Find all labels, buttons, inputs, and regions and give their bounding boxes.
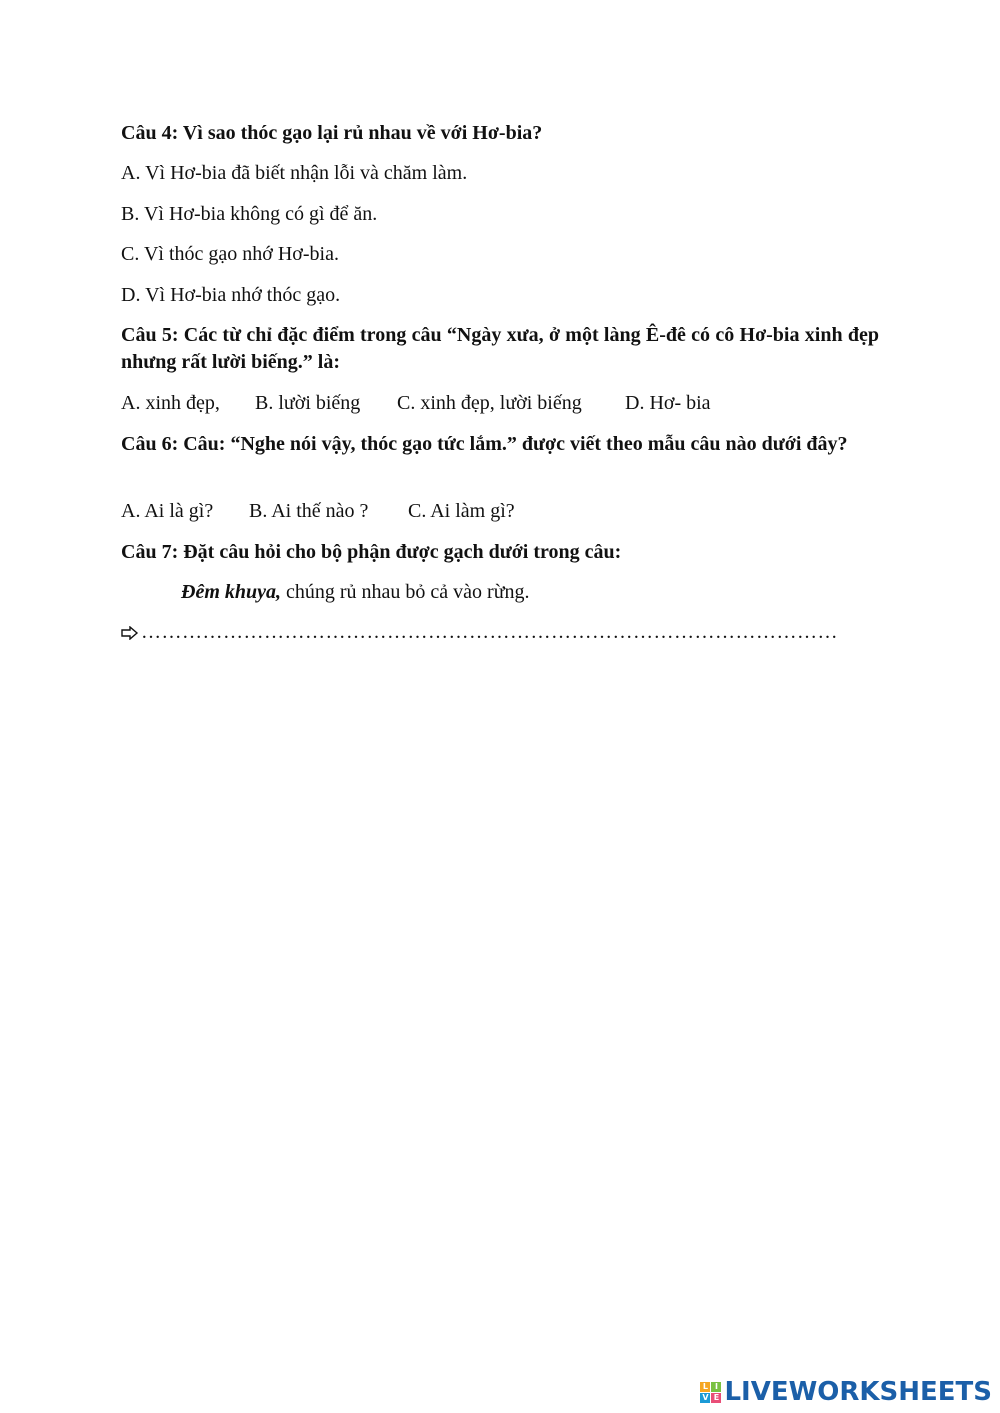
answer-dots[interactable]: ………………………………………………………………………………………… xyxy=(141,621,838,643)
question-6: Câu 6: Câu: “Nghe nói vậy, thóc gạo tức lắm.” được viết theo mẫu câu nào dưới đây? xyxy=(121,433,848,455)
question-5-option-c[interactable]: C. xinh đẹp, lười biếng xyxy=(397,392,582,414)
question-7-sentence xyxy=(181,579,530,606)
question-6-options xyxy=(121,498,515,525)
question-5: Câu 5: Các từ chỉ đặc điểm trong câu “Ngày xưa, ở một làng Ê-đê có cô Hơ-bia xinh đẹp nhưng rất lười biếng.” là: xyxy=(121,324,879,373)
question-4: Câu 4: Vì sao thóc gạo lại rủ nhau về với Hơ-bia? xyxy=(121,122,543,144)
question-5-option-b[interactable]: B. lười biếng xyxy=(255,392,361,414)
liveworksheets-logo-icon xyxy=(700,1382,721,1403)
question-5-options xyxy=(121,390,711,417)
question-7-underlined-part: Đêm khuya, xyxy=(181,581,281,603)
logo-letter-l: L xyxy=(700,1382,710,1392)
logo-letter-v: V xyxy=(702,1392,709,1402)
question-4-option-b[interactable]: B. Vì Hơ-bia không có gì để ăn. xyxy=(121,203,378,225)
question-6-option-a[interactable]: A. Ai là gì? xyxy=(121,500,214,522)
question-4-option-c[interactable]: C. Vì thóc gạo nhớ Hơ-bia. xyxy=(121,243,339,265)
question-4-option-d[interactable]: D. Vì Hơ-bia nhớ thóc gạo. xyxy=(121,284,341,306)
liveworksheets-brand-text: LIVEWORKSHEETS xyxy=(724,1377,992,1407)
question-5-option-d[interactable]: D. Hơ- bia xyxy=(625,392,711,414)
right-arrow-icon xyxy=(121,626,139,640)
liveworksheets-logo xyxy=(700,1377,992,1407)
question-5-option-a[interactable]: A. xinh đẹp, xyxy=(121,392,220,414)
question-6-option-c[interactable]: C. Ai làm gì? xyxy=(408,500,515,522)
question-7-sentence-rest: chúng rủ nhau bỏ cả vào rừng. xyxy=(281,581,530,603)
logo-letter-e: E xyxy=(711,1393,721,1403)
question-7-answer-line[interactable] xyxy=(121,619,838,646)
logo-letter-i: I xyxy=(711,1382,721,1392)
question-6-option-b[interactable]: B. Ai thế nào ? xyxy=(249,500,369,522)
question-4-option-a[interactable]: A. Vì Hơ-bia đã biết nhận lỗi và chăm làm. xyxy=(121,162,468,184)
question-7: Câu 7: Đặt câu hỏi cho bộ phận được gạch dưới trong câu: xyxy=(121,541,622,563)
